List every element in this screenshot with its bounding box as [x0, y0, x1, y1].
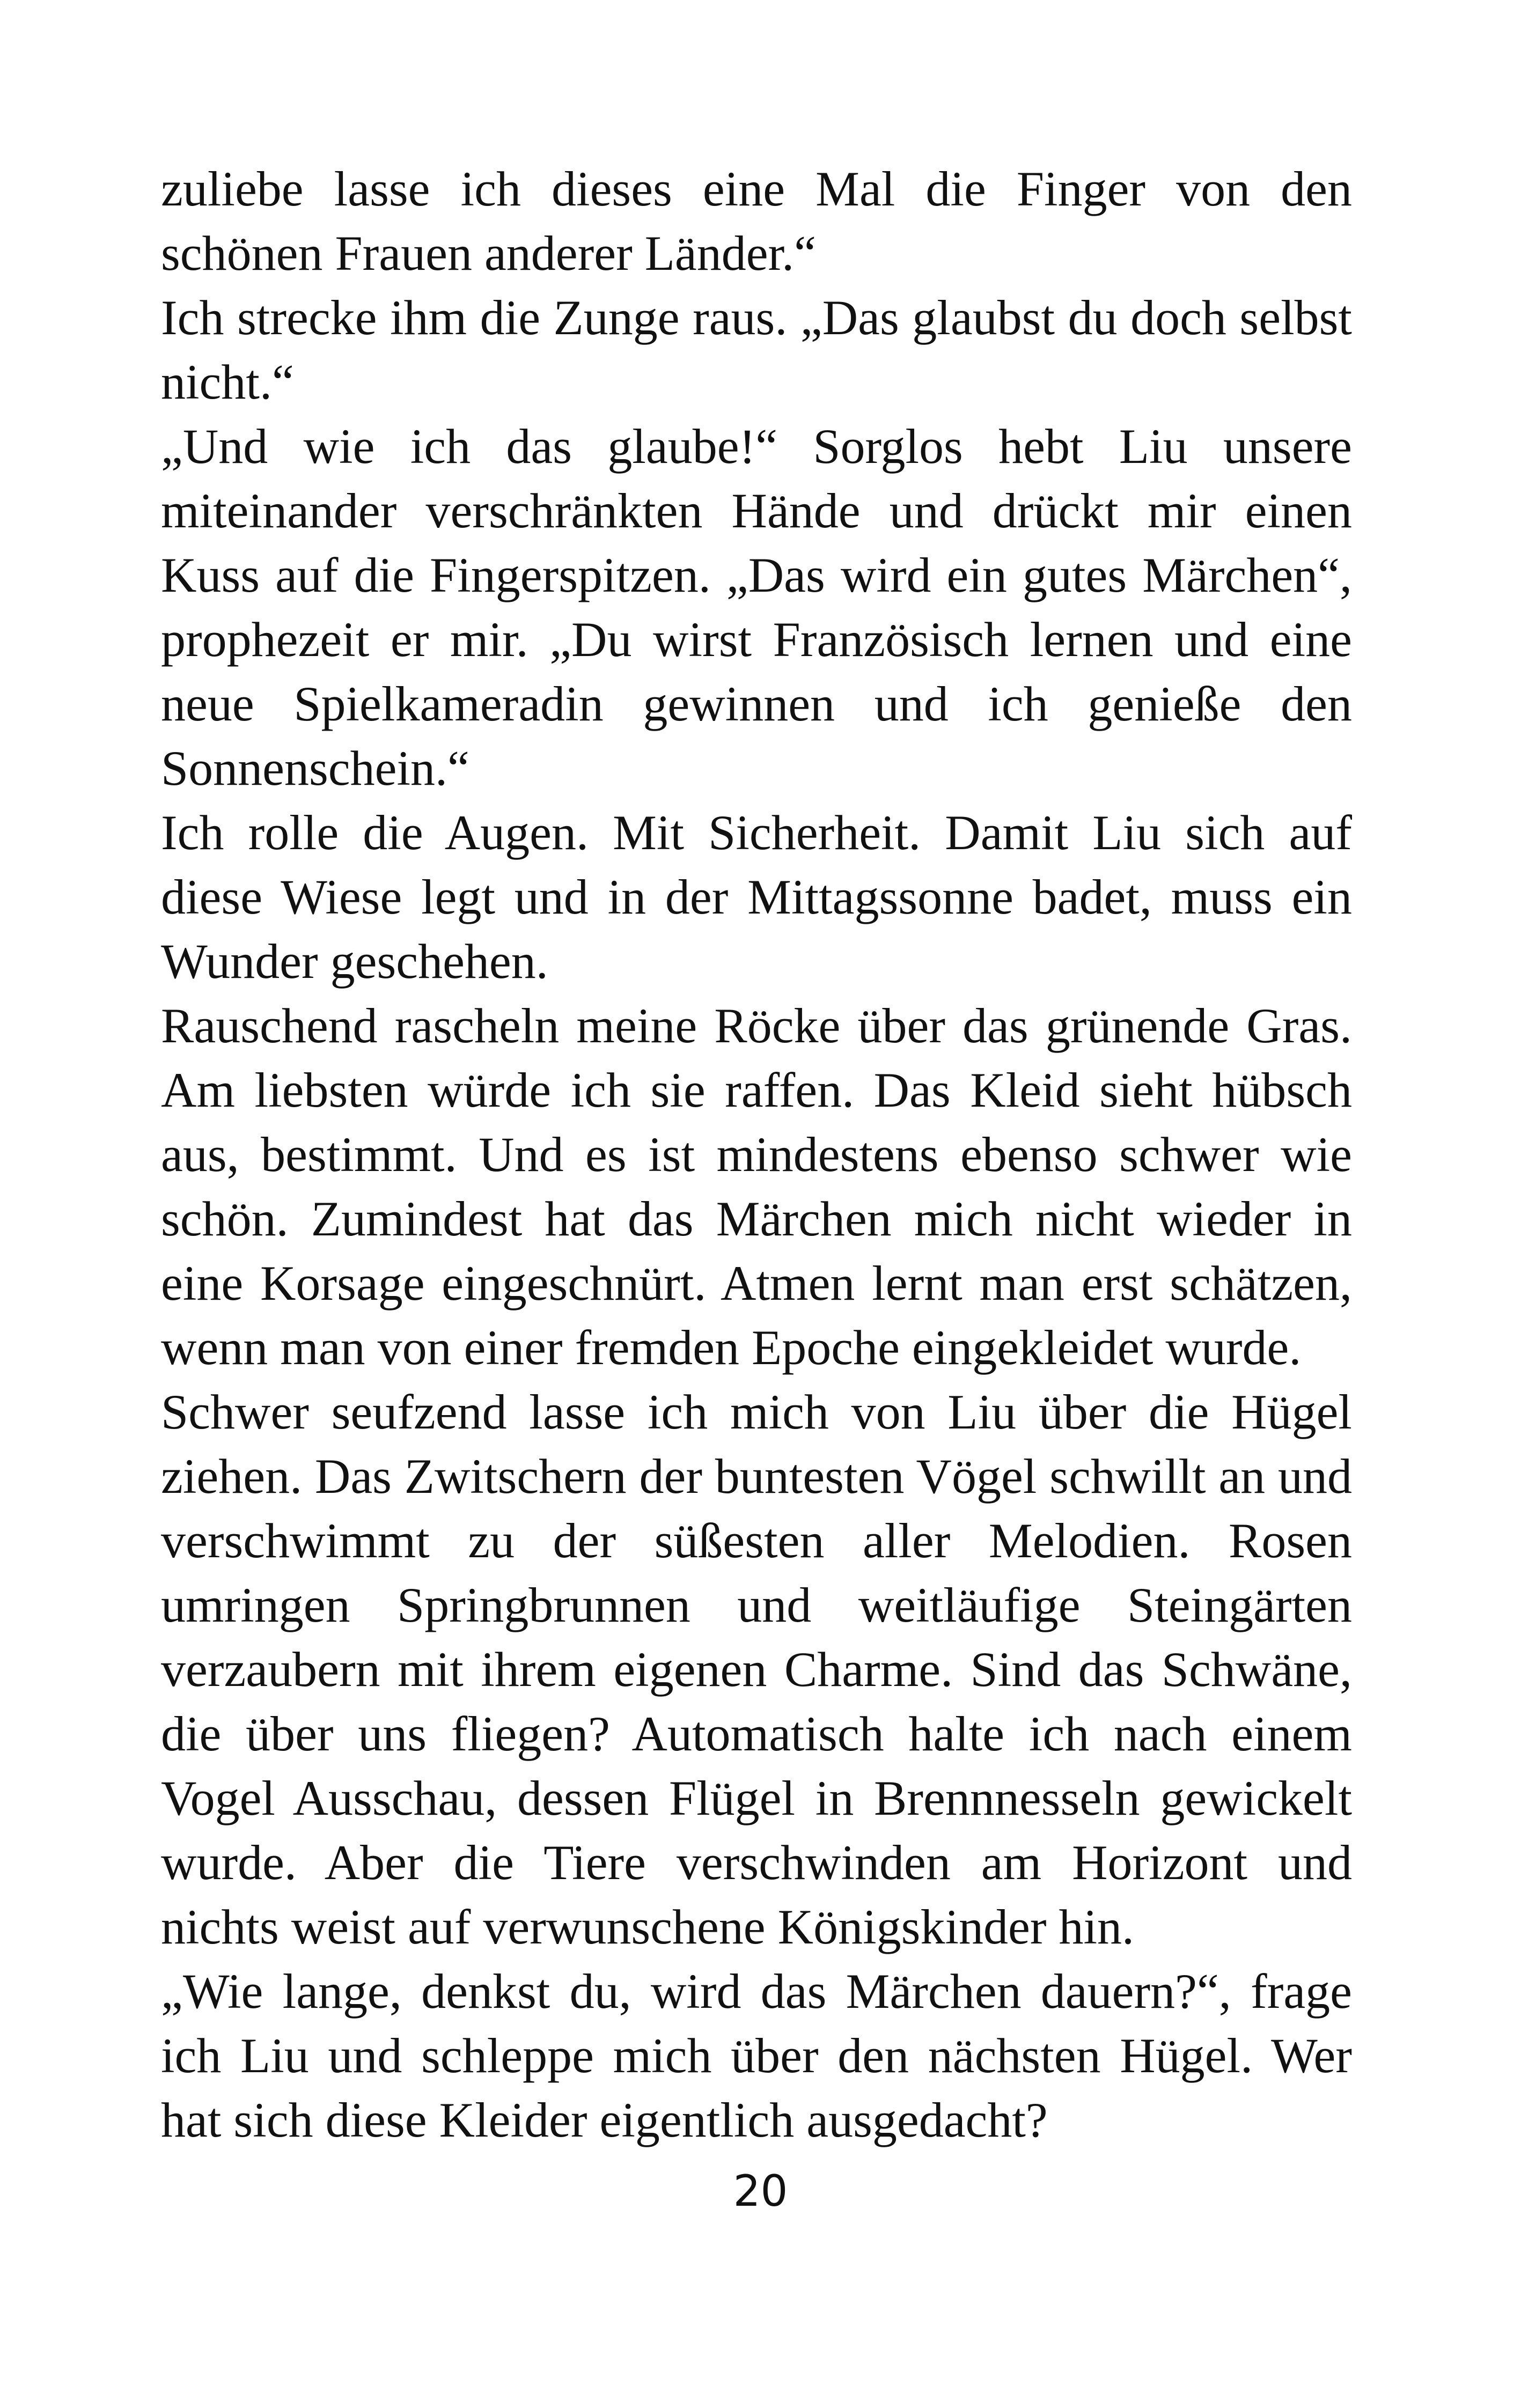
paragraph-4: Ich rolle die Augen. Mit Sicherheit. Damit Liu sich auf diese Wiese legt und in der Mittagssonne badet, muss ein Wunder geschehen. — [161, 805, 1352, 989]
paragraph-3: „Und wie ich das glaube!“ Sorglos hebt Liu unsere miteinander verschränkten Hände und drückt mir einen Kuss auf die Fingerspitzen. „Das wird ein gutes Märchen“, prophezeit er mir. „Du wirst Französisch lernen und eine neue Spielkameradin gewinnen und ich genieße den Sonnenschein.“ — [161, 419, 1352, 796]
body-text — [161, 157, 1352, 2152]
paragraph-5: Rauschend rascheln meine Röcke über das grünende Gras. Am liebsten würde ich sie raffen. Das Kleid sieht hübsch aus, bestimmt. Und es ist mindestens ebenso schwer wie schön. Zumindest hat das Märchen mich nicht wieder in eine Korsage eingeschnürt. Atmen lernt man erst schätzen, wenn man von einer fremden Epoche eingekleidet wurde. — [161, 998, 1352, 1375]
paragraph-2: Ich strecke ihm die Zunge raus. „Das glaubst du doch selbst nicht.“ — [161, 290, 1352, 409]
paragraph-7: „Wie lange, denkst du, wird das Märchen dauern?“, frage ich Liu und schleppe mich über den nächsten Hügel. Wer hat sich diese Kleider eigentlich ausgedacht? — [161, 1964, 1352, 2147]
paragraph-6: Schwer seufzend lasse ich mich von Liu über die Hügel ziehen. Das Zwitschern der buntesten Vögel schwillt an und verschwimmt zu der süßesten aller Melodien. Rosen umringen Springbrunnen und weitläufige Steingärten verzaubern mit ihrem eigenen Charme. Sind das Schwäne, die über uns fliegen? Automatisch halte ich nach einem Vogel Ausschau, dessen Flügel in Brennnesseln gewickelt wurde. Aber die Tiere verschwinden am Horizont und nichts weist auf verwunschene Königskinder hin. — [161, 1385, 1352, 1954]
paragraph-1: zuliebe lasse ich dieses eine Mal die Finger von den schönen Frauen anderer Länder.“ — [161, 161, 1352, 281]
page-number: 20 — [733, 2166, 788, 2216]
